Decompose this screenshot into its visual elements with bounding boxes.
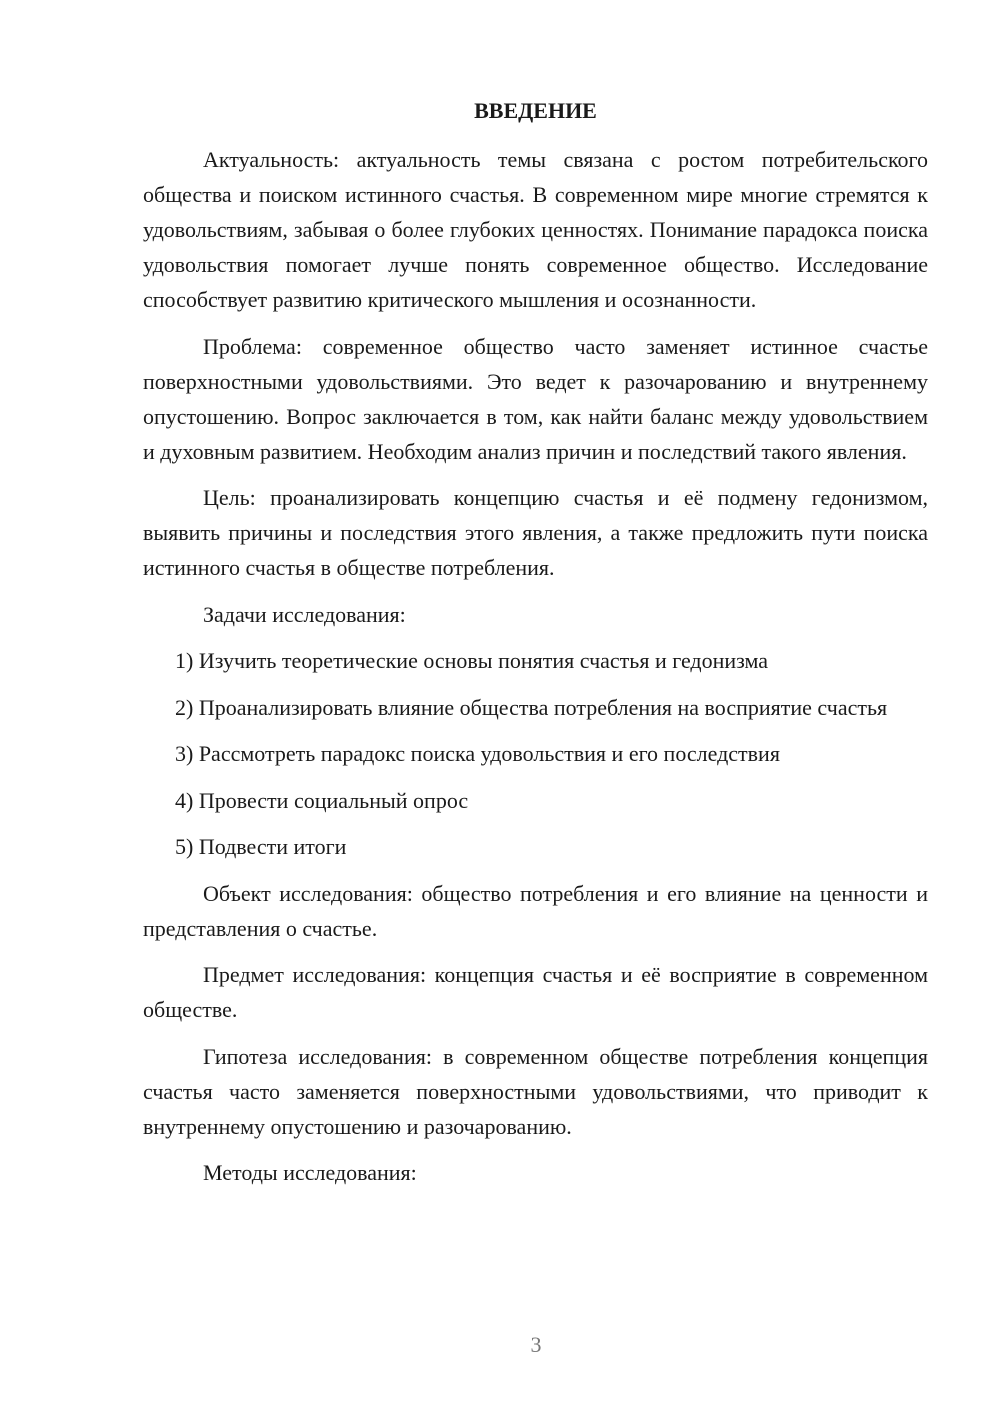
task-item: 2) Проанализировать влияние общества потребления на восприятие счастья [175,694,888,720]
subject-paragraph: Предмет исследования: концепция счастья и её восприятие в современном обществе. [143,962,928,1022]
task-item: 3) Рассмотреть парадокс поиска удовольствия и его последствия [175,741,780,766]
object-paragraph: Объект исследования: общество потребления и его влияние на ценности и представления о счастье. [143,880,928,941]
task-item: 5) Подвести итоги [175,834,347,859]
goal-paragraph: Цель: проанализировать концепцию счастья и её подмену гедонизмом, выявить причины и последствия этого явления, а также предложить пути поиска истинного счастья в обществе потребления. [143,485,928,580]
task-item: 4) Провести социальный опрос [175,787,469,813]
document-body [143,93,928,1202]
page-number: 3 [530,1332,542,1357]
relevance-paragraph: Актуальность: актуальность темы связана с ростом потребительского общества и поиском истинного счастья. В современном мире многие стремятся к удовольствиям, забывая о более глубоких ценностях. Понимание парадокса поиска удовольствия помогает лучше понять современное общество. Исследование способствует развитию критического мышления и осознанности. [143,147,928,312]
problem-paragraph: Проблема: современное общество часто заменяет истинное счастье поверхностными удовольствиями. Это ведет к разочарованию и внутреннему опустошению. Вопрос заключается в том, как найти баланс между удовольствием и духовным развитием. Необходим анализ причин и последствий такого явления. [143,333,928,464]
page-title: ВВЕДЕНИЕ [474,98,597,123]
methods-heading: Методы исследования: [203,1160,417,1185]
tasks-heading: Задачи исследования: [203,601,406,627]
hypothesis-paragraph: Гипотеза исследования: в современном обществе потребления концепция счастья часто заменяется поверхностными удовольствиями, что приводит к внутреннему опустошению и разочарованию. [143,1043,928,1139]
task-item: 1) Изучить теоретические основы понятия счастья и гедонизма [175,648,769,673]
